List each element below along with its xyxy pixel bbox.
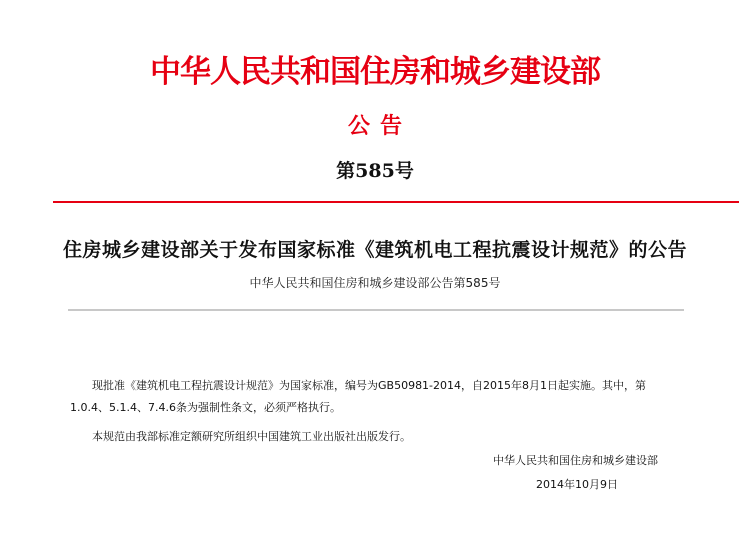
- body-paragraph: 本规范由我部标准定额研究所组织中国建筑工业出版社出版发行。: [92, 430, 411, 443]
- header-title: 中华人民共和国住房和城乡建设部: [150, 54, 600, 90]
- signature-date: 2014年10月9日: [536, 478, 618, 491]
- notice-reference: 中华人民共和国住房和城乡建设部公告第585号: [249, 276, 501, 290]
- body-paragraph: 现批准《建筑机电工程抗震设计规范》为国家标准，编号为GB50981-2014，自2015年8月1日起实施。其中，第1.0.4、5.1.4、7.4.6条为强制性条文，必须严格执行。: [70, 379, 647, 414]
- header-subtitle: 公告: [347, 114, 412, 139]
- document-number: 第585号: [336, 160, 414, 182]
- gray-divider: [68, 309, 684, 311]
- red-divider: [53, 201, 739, 203]
- signature-organization: 中华人民共和国住房和城乡建设部: [493, 454, 658, 467]
- notice-title: 住房城乡建设部关于发布国家标准《建筑机电工程抗震设计规范》的公告: [62, 239, 687, 261]
